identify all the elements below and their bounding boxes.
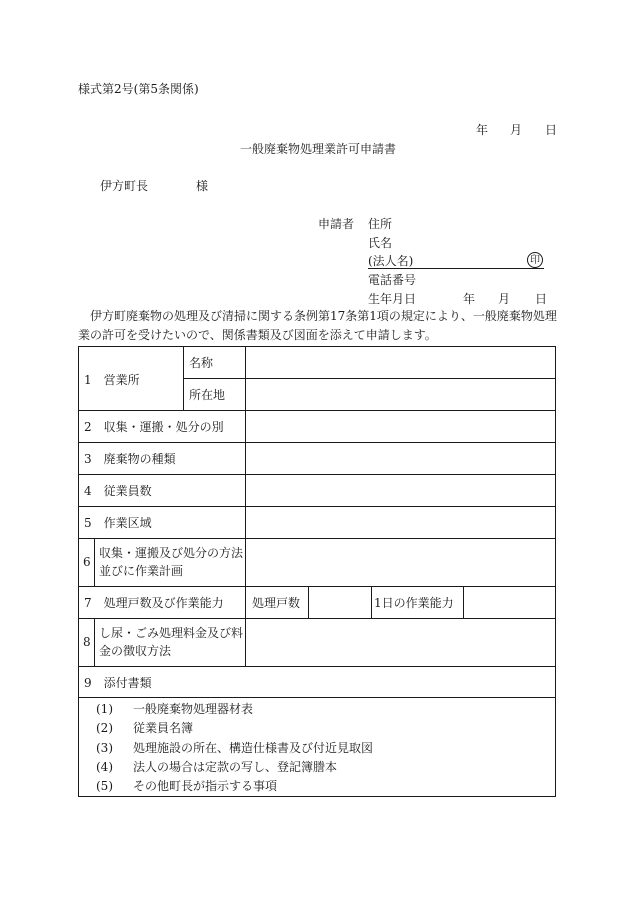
- row8-label-line2: 金の徴収方法: [99, 644, 172, 658]
- row5-label: 5 作業区域: [84, 516, 152, 530]
- name-label: 氏名: [368, 236, 393, 250]
- row8-label-line1: し尿・ごみ処理料金及び料: [99, 626, 244, 640]
- row9-label: 9 添付書類: [84, 676, 152, 690]
- date-month-label: 月: [510, 123, 523, 137]
- rule-row7-a: [308, 586, 309, 618]
- phone-label: 電話番号: [368, 273, 417, 287]
- corporate-name-label: (法人名): [368, 254, 414, 268]
- row1-name-label: 名称: [189, 356, 214, 370]
- rule-row1-end: [79, 410, 556, 411]
- addressee-honorific: 様: [196, 179, 209, 193]
- attachment-3-text: 処理施設の所在、構造仕様書及び付近見取図: [133, 741, 374, 755]
- rule-row5-end: [79, 538, 556, 539]
- birthdate-label: 生年月日: [368, 292, 417, 306]
- attachment-1-text: 一般廃棄物処理器材表: [133, 702, 254, 716]
- rule-row9-end: [79, 697, 556, 698]
- row3-label: 3 廃棄物の種類: [84, 452, 176, 466]
- rule-row1-split: [183, 347, 184, 410]
- row7-daily-capacity-label: 1日の作業能力: [374, 596, 454, 610]
- rule-row1-mid: [183, 378, 556, 379]
- row4-label: 4 従業員数: [84, 484, 152, 498]
- row1-location-label: 所在地: [189, 388, 226, 402]
- form-number: 様式第2号(第5条関係): [78, 82, 199, 96]
- row6-label-line2: 並びに作業計画: [99, 564, 184, 578]
- row8-number: 8: [83, 635, 91, 649]
- rule-row4-end: [79, 506, 556, 507]
- seal-mark: [527, 252, 543, 268]
- rule-label-column: [245, 347, 246, 618]
- rule-row7-b: [371, 586, 372, 618]
- attachment-3-number: (3): [96, 741, 113, 755]
- rule-row2-end: [79, 442, 556, 443]
- attachment-2-number: (2): [96, 721, 113, 735]
- name-underline: [368, 268, 544, 269]
- attachment-5-number: (5): [96, 779, 113, 793]
- rule-row8-split: [245, 618, 246, 666]
- date-year-label: 年: [476, 123, 489, 137]
- attachment-4-text: 法人の場合は定款の写し、登記簿謄本: [133, 760, 338, 774]
- seal-stamp: 印: [527, 252, 543, 268]
- row7-households-label: 処理戸数: [252, 596, 301, 610]
- rule-row3-end: [79, 474, 556, 475]
- rule-row7-end: [79, 618, 556, 619]
- addressee-name: 伊方町長: [100, 179, 149, 193]
- rule-row6-end: [79, 586, 556, 587]
- attachment-1-number: (1): [96, 702, 113, 716]
- birth-day-label: 日: [535, 292, 548, 306]
- birth-month-label: 月: [498, 292, 511, 306]
- rule-row6-num: [94, 538, 95, 586]
- date-day-label: 日: [545, 123, 558, 137]
- rule-row8-end: [79, 666, 556, 667]
- application-form-table: [78, 346, 556, 797]
- document-title: 一般廃棄物処理業許可申請書: [240, 142, 397, 156]
- row2-label: 2 収集・運搬・処分の別: [84, 420, 224, 434]
- address-label: 住所: [368, 217, 393, 231]
- attachment-5-text: その他町長が指示する事項: [133, 779, 278, 793]
- attachment-4-number: (4): [96, 760, 113, 774]
- applicant-label: 申請者: [318, 217, 355, 231]
- rule-row7-c: [463, 586, 464, 618]
- attachment-2-text: 従業員名簿: [133, 721, 194, 735]
- birth-year-label: 年: [463, 292, 476, 306]
- row6-label-line1: 収集・運搬及び処分の方法: [99, 546, 244, 560]
- row1-label: 1 営業所: [84, 373, 140, 387]
- application-statement: 伊方町廃棄物の処理及び清掃に関する条例第17条第1項の規定により、一般廃棄物処理業の許可を受けたいので、関係書類及び図面を添えて申請します。: [78, 309, 557, 342]
- row6-number: 6: [83, 555, 91, 569]
- row7-label: 7 処理戸数及び作業能力: [84, 596, 224, 610]
- rule-row8-num: [94, 618, 95, 666]
